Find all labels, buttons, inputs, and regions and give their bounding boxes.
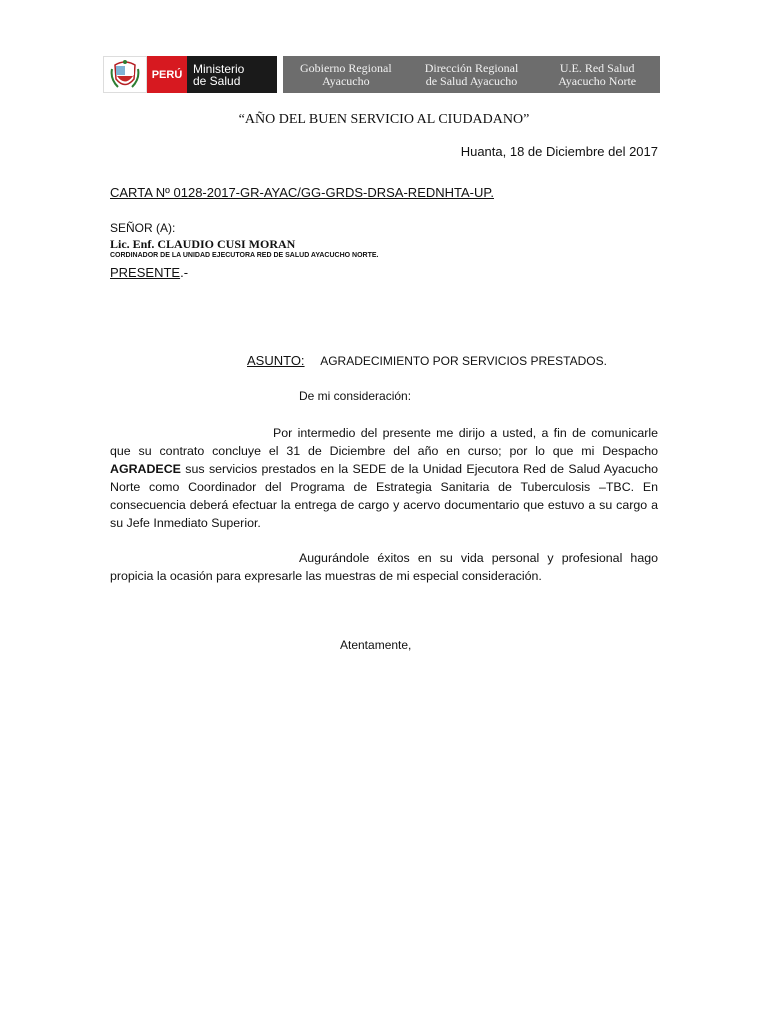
presente-word: PRESENTE (110, 265, 181, 280)
recipient-name: Lic. Enf. CLAUDIO CUSI MORAN (110, 237, 296, 251)
cell-line1: U.E. Red Salud (559, 60, 635, 75)
paragraph-1-text-a: Por intermedio del presente me dirijo a usted, a fin de comunicarle que su contrato concluye el 31 de Diciembre del año en curso; por lo que mi Despacho (110, 426, 658, 458)
direccion-regional-cell (409, 62, 535, 88)
gobierno-regional-cell (283, 62, 409, 88)
recipient-position: CORDINADOR DE LA UNIDAD EJECUTORA RED DE SALUD AYACUCHO NORTE. (110, 252, 379, 259)
ministerio-line2: de Salud (193, 73, 241, 88)
peru-coat-of-arms-icon (110, 59, 140, 91)
paragraph-1-text-b: sus servicios prestados en la SEDE de la Unidad Ejecutora Red de Salud Ayacucho Norte como Coordinador del Programa de Estrategia Sanitaria de Tuberculosis –TBC. En consecuencia deberá efectuar la entrega de cargo y acervo documentario que estuvo a su cargo a su Jefe Inmediato Superior. (110, 462, 658, 530)
subject-line (247, 353, 607, 368)
letter-reference: CARTA Nº 0128-2017-GR-AYAC/GG-GRDS-DRSA-REDNHTA-UP. (110, 185, 494, 200)
paragraph-2-text: Augurándole éxitos en su vida personal y profesional hago propicia la ocasión para expresarle las muestras de mi especial consideración. (110, 551, 658, 583)
cell-line2: Ayacucho (322, 73, 370, 88)
coat-of-arms (103, 56, 147, 93)
cell-line2: de Salud Ayacucho (425, 73, 518, 88)
salutation-label: SEÑOR (A): (110, 221, 176, 235)
subject-text: AGRADECIMIENTO POR SERVICIOS PRESTADOS. (320, 354, 607, 368)
place-date: Huanta, 18 de Diciembre del 2017 (460, 144, 658, 159)
paragraph-1-bold: AGRADECE (110, 462, 181, 476)
institutions-bar (283, 56, 660, 93)
ministerio-label (187, 56, 277, 93)
motto: “AÑO DEL BUEN SERVICIO AL CIUDADANO” (238, 112, 530, 127)
body-paragraph-2 (110, 549, 658, 585)
cell-line1: Gobierno Regional (300, 60, 392, 75)
body-paragraph-1 (110, 424, 658, 532)
ministerio-line1: Ministerio (193, 61, 245, 76)
cell-line1: Dirección Regional (424, 60, 519, 75)
cell-line2: Ayacucho Norte (558, 73, 637, 88)
closing: Atentamente, (340, 638, 412, 652)
subject-label: ASUNTO: (247, 353, 305, 368)
presente-line (110, 265, 658, 280)
peru-label: PERÚ (147, 56, 187, 93)
greeting: De mi consideración: (299, 389, 412, 403)
red-salud-cell (534, 62, 660, 88)
letterhead-banner (103, 56, 660, 93)
presente-suffix: .- (180, 265, 189, 280)
